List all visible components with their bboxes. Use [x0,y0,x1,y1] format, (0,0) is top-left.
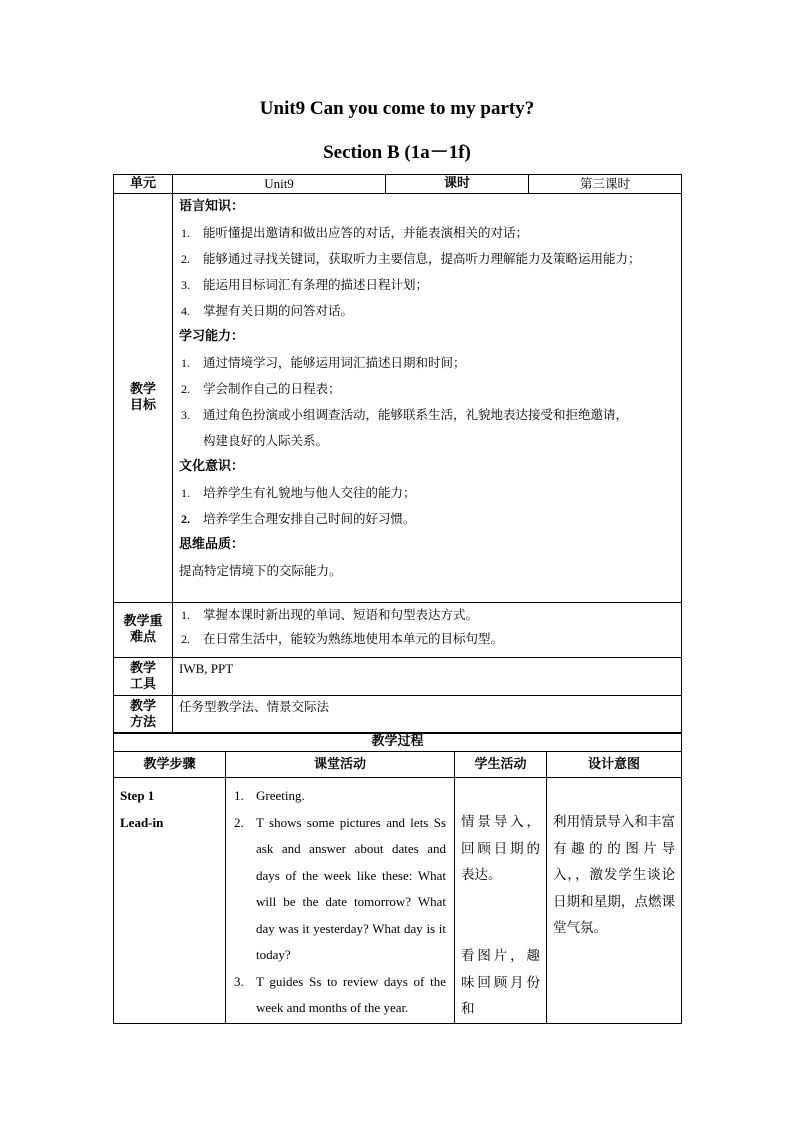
step-number: Step 1 [120,788,155,803]
objectives-content [173,194,682,603]
page-title: Unit9 Can you come to my party? [259,98,535,119]
list-item: 3. 能运用目标词汇有条理的描述日程计划； [181,277,429,292]
student-cell [455,778,547,1024]
activity-item: 1. Greeting. [234,788,305,803]
period-value: 第三课时 [529,175,682,194]
list-item: 1. 培养学生有礼貌地与他人交往的能力； [181,485,416,500]
process-title: 教学过程 [114,733,682,752]
plain-text: 提高特定情境下的交际能力。 [179,563,342,578]
purpose-cell [547,778,682,1024]
step-cell [114,778,226,1024]
methods-label: 教学方法 [114,696,173,734]
list-item: 1. 能听懂提出邀请和做出应答的对话，并能表演相关的对话； [181,225,529,240]
list-item: 2. 能够通过寻找关键词，获取听力主要信息，提高听力理解能力及策略运用能力； [181,251,641,266]
header-step: 教学步骤 [114,752,226,778]
student-activity-2: 看图片，趣味回顾月份和 [461,948,540,1017]
activity-item: 2. T shows some pictures and lets Ss ask and answer about dates and days of the week like these: What will be the date tomorrow? What day was it yesterday? What day is it today? [234,814,446,962]
methods-value: 任务型教学法、情景交际法 [173,696,682,734]
header-activity: 课堂活动 [226,752,455,778]
section-heading: 文化意识： [179,459,245,474]
activity-cell [226,778,455,1024]
list-item: 2. 学会制作自己的日程表； [181,381,341,396]
list-item: 2. 培养学生合理安排自己时间的好习惯。 [181,511,416,526]
key-points-content [173,603,682,658]
design-purpose: 利用情景导入和丰富有趣的的图片导入，，激发学生谈论日期和星期，点燃课堂气氛。 [553,814,676,936]
section-heading: 思维品质： [179,537,245,552]
step-name: Lead-in [120,814,164,830]
student-activity-1: 情景导入，回顾日期的表达。 [461,814,540,883]
section-heading: 语言知识： [179,199,245,214]
list-item: 4. 掌握有关日期的问答对话。 [181,303,354,318]
page-subtitle: Section B (1a－1f) [323,142,471,163]
unit-label: 单元 [114,175,173,194]
header-student: 学生活动 [455,752,547,778]
unit-value: Unit9 [173,175,386,194]
process-table [113,732,682,1024]
list-item: 3. 通过角色扮演或小组调查活动，能够联系生活，礼貌地表达接受和拒绝邀请， [181,407,629,422]
activity-item: 3. T guides Ss to review days of the week and months of the year. [234,973,446,1015]
list-item: 2. 在日常生活中，能较为熟练地使用本单元的目标句型。 [181,631,504,646]
tools-value: IWB, PPT [173,658,682,696]
period-label: 课时 [386,175,529,194]
header-purpose: 设计意图 [547,752,682,778]
objectives-label: 教学目标 [114,194,173,603]
key-points-label: 教学重难点 [114,603,173,658]
list-item-continuation: 构建良好的人际关系。 [203,433,329,448]
section-heading: 学习能力： [179,329,245,344]
lesson-info-table [113,174,682,734]
list-item: 1. 掌握本课时新出现的单词、短语和句型表达方式。 [181,607,479,622]
tools-label: 教学工具 [114,658,173,696]
list-item: 1. 通过情境学习，能够运用词汇描述日期和时间； [181,355,466,370]
